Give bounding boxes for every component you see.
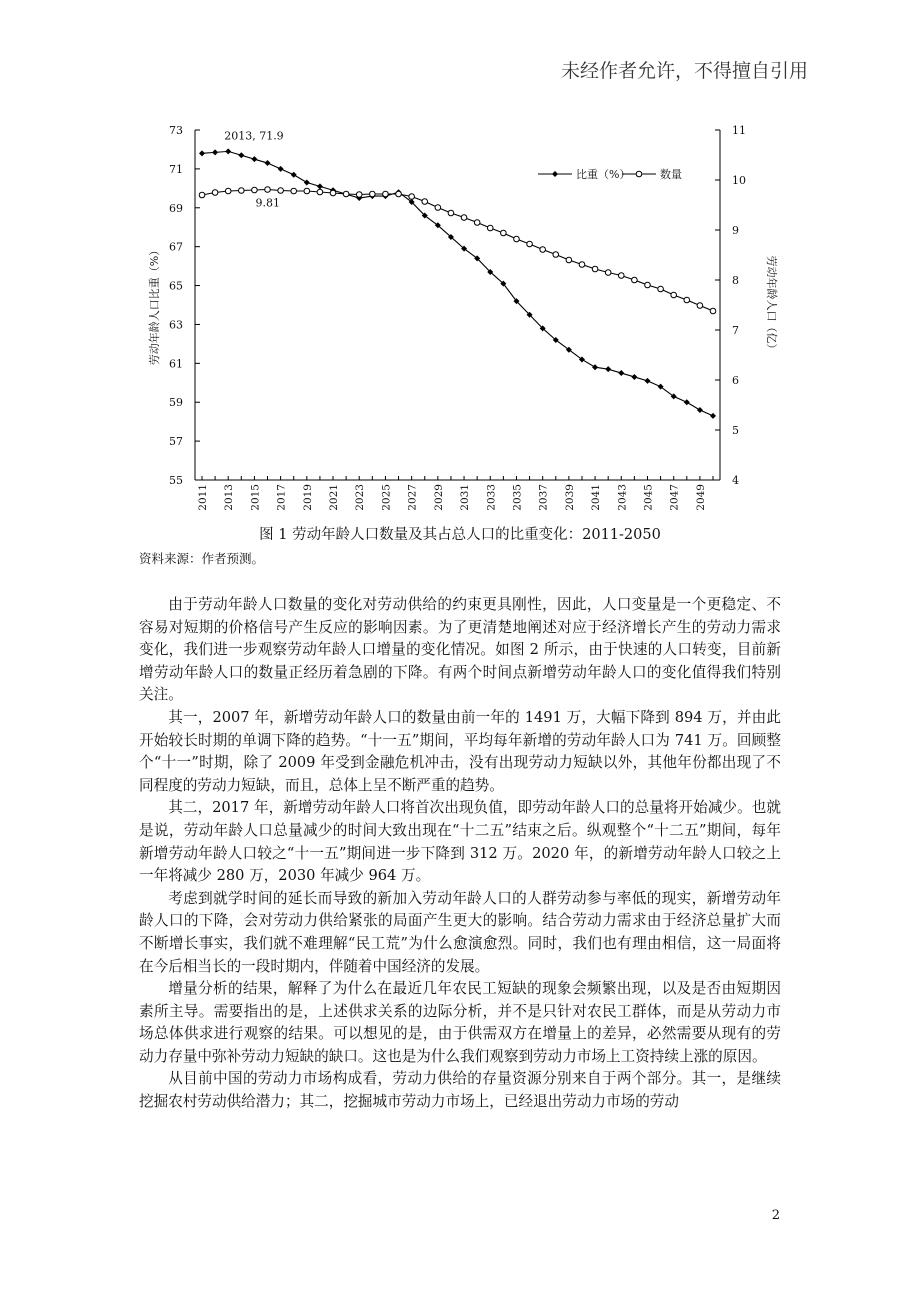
x-tick-label: 2037 xyxy=(537,484,550,511)
annotation-quantity-peak: 9.81 xyxy=(255,196,281,210)
y-left-tick-label: 59 xyxy=(169,396,183,410)
paragraph: 增量分析的结果，解释了为什么在最近几年农民工短缺的现象会频繁出现，以及是否由短期因素所主导。需要指出的是，上述供求关系的边际分析，并不是只针对农民工群体，而是从劳动力市场总体供求进行观察的结果。可以想见的是，由于供需双方在增量上的差异，必然需要从现有的劳动力存量中弥补劳动力短缺的缺口。这也是为什么我们观察到劳动力市场上工资持续上涨的原因。 xyxy=(139,980,781,1065)
quantity-data-point xyxy=(553,252,559,258)
quantity-data-point xyxy=(252,187,258,193)
x-tick-label: 2039 xyxy=(563,484,576,511)
y-left-tick-label: 55 xyxy=(169,474,183,487)
x-tick-label: 2047 xyxy=(668,484,681,511)
quantity-data-point xyxy=(645,282,651,288)
quantity-data-point xyxy=(487,225,493,231)
quantity-data-point xyxy=(212,190,218,196)
x-tick-label: 2033 xyxy=(485,484,498,511)
x-tick-label: 2031 xyxy=(459,484,472,511)
y-left-tick-label: 63 xyxy=(169,318,183,332)
y-left-tick-label: 69 xyxy=(169,201,183,215)
x-tick-label: 2011 xyxy=(197,484,209,511)
quantity-data-point xyxy=(265,187,271,193)
quantity-data-point xyxy=(474,220,480,226)
quantity-data-point xyxy=(501,230,507,236)
y-right-tick-label: 5 xyxy=(732,424,739,437)
chart-axes xyxy=(147,124,779,511)
y-left-tick-label: 61 xyxy=(169,357,183,371)
chart-legend xyxy=(538,167,682,181)
share-data-point xyxy=(605,366,611,372)
y-left-tick-label: 73 xyxy=(169,124,183,137)
y-right-tick-label: 9 xyxy=(732,224,739,237)
quantity-data-point xyxy=(330,190,336,196)
quantity-data-point xyxy=(422,199,428,205)
share-data-point xyxy=(278,166,284,172)
share-data-point xyxy=(238,152,244,158)
y-left-tick-label: 71 xyxy=(169,162,183,176)
quantity-data-point xyxy=(278,188,284,194)
y-right-axis-title: 劳动年龄人口（亿） xyxy=(765,255,778,355)
share-data-point xyxy=(251,156,257,162)
quantity-data-point xyxy=(225,188,231,194)
share-data-point xyxy=(631,374,637,380)
paragraph: 由于劳动年龄人口数量的变化对劳动供给的约束更具刚性，因此，人口变量是一个更稳定、不容易对短期的价格信号产生反应的影响因素。为了更清楚地阐述对应于经济增长产生的劳动力需求变化，我们进一步观察劳动年龄人口增量的变化情况。如图 2 所示，由于快速的人口转变，目前新增劳动年龄人口的数量正经历着急剧的下降。有两个时间点新增劳动年龄人口的变化值得我们特别关注。 xyxy=(139,596,781,704)
share-data-point xyxy=(291,172,297,178)
x-tick-label: 2017 xyxy=(275,484,288,511)
share-data-point xyxy=(592,364,598,370)
paragraph: 考虑到就学时间的延长而导致的新加入劳动年龄人口的人群劳动参与率低的现实，新增劳动年龄人口的下降，会对劳动力供给紧张的局面产生更大的影响。结合劳动力需求由于经济总量扩大而不断增长事实，我们就不难理解“民工荒”为什么愈演愈烈。同时，我们也有理由相信，这一局面将在今后相当长的一段时期内，伴随着中国经济的发展。 xyxy=(139,889,781,975)
quantity-data-point xyxy=(396,191,402,197)
quantity-data-point xyxy=(632,277,638,283)
quantity-data-point xyxy=(592,266,598,272)
labor-population-chart xyxy=(140,118,790,518)
share-data-point xyxy=(304,180,310,186)
quantity-data-point xyxy=(199,192,205,198)
x-tick-label: 2041 xyxy=(590,484,603,511)
share-data-point xyxy=(199,150,205,156)
x-tick-label: 2045 xyxy=(642,484,655,511)
x-tick-label: 2021 xyxy=(328,484,341,511)
x-tick-label: 2019 xyxy=(301,484,314,511)
quantity-data-point xyxy=(435,205,441,211)
figure-source: 资料来源：作者预测。 xyxy=(139,551,265,566)
y-right-tick-label: 6 xyxy=(732,374,739,387)
x-tick-label: 2013 xyxy=(223,484,236,511)
share-data-point xyxy=(265,160,271,166)
y-right-tick-label: 10 xyxy=(732,174,746,187)
legend-share-label: 比重（%） xyxy=(576,168,631,181)
x-tick-label: 2015 xyxy=(249,484,262,511)
paragraph: 其一，2007 年，新增劳动年龄人口的数量由前一年的 1491 万，大幅下降到 894 万，并由此开始较长时期的单调下降的趋势。“十一五”期间，平均每年新增的劳动年龄人口为 741 万。回顾整个“十一”时期，除了 2009 年受到金融危机冲击，没有出现劳动力短缺以外，其他年份都出现了不同程度的劳动力短缺，而且，总体上呈不断严重的趋势。 xyxy=(139,708,781,794)
share-data-point xyxy=(225,148,231,154)
quantity-data-point xyxy=(710,308,716,314)
legend-quantity-marker xyxy=(636,171,642,177)
quantity-data-point xyxy=(697,303,703,309)
quantity-data-point xyxy=(291,188,297,194)
x-tick-label: 2049 xyxy=(694,484,707,511)
y-left-axis-title: 劳动年龄人口比重（%） xyxy=(148,244,161,366)
legend-quantity-label: 数量 xyxy=(660,168,682,181)
share-data-point xyxy=(212,149,218,155)
quantity-data-point xyxy=(671,292,677,298)
quantity-data-point xyxy=(448,210,454,216)
y-left-tick-label: 57 xyxy=(169,435,183,449)
share-data-point xyxy=(644,378,650,384)
share-data-point xyxy=(710,413,716,419)
page-number: 2 xyxy=(771,1208,780,1223)
x-tick-label: 2023 xyxy=(354,484,367,511)
y-left-tick-label: 67 xyxy=(169,240,183,254)
chart-series xyxy=(199,148,716,418)
copyright-notice: 未经作者允许，不得擅自引用 xyxy=(560,60,808,82)
quantity-data-point xyxy=(566,257,572,263)
x-tick-label: 2035 xyxy=(511,484,524,511)
quantity-data-point xyxy=(514,236,520,242)
quantity-data-point xyxy=(239,188,245,194)
quantity-data-point xyxy=(304,188,310,194)
x-tick-label: 2027 xyxy=(406,484,419,511)
quantity-data-point xyxy=(409,194,415,200)
body-text xyxy=(139,594,781,1114)
x-tick-label: 2029 xyxy=(432,484,445,511)
y-right-tick-label: 8 xyxy=(732,274,739,287)
figure-caption: 图 1 劳动年龄人口数量及其占总人口的比重变化：2011-2050 xyxy=(259,527,661,543)
chart-annotations xyxy=(224,129,283,209)
quantity-data-point xyxy=(618,273,624,279)
quantity-data-point xyxy=(343,191,349,197)
share-data-point xyxy=(317,183,323,189)
quantity-data-point xyxy=(317,189,323,195)
paragraph: 其二，2017 年，新增劳动年龄人口将首次出现负值，即劳动年龄人口的总量将开始减少。也就是说，劳动年龄人口总量减少的时间大致出现在“十二五”结束之后。纵观整个“十二五”期间，每年新增劳动年龄人口较之“十一五”期间进一步下降到 312 万。2020 年，的新增劳动年龄人口较之上一年将减少 280 万，2030 年减少 964 万。 xyxy=(139,799,781,885)
annotation-share-peak: 2013, 71.9 xyxy=(224,129,284,143)
y-right-tick-label: 4 xyxy=(732,474,739,487)
quantity-data-point xyxy=(658,286,664,292)
quantity-data-point xyxy=(579,262,585,268)
x-tick-label: 2025 xyxy=(380,484,393,511)
y-right-tick-label: 11 xyxy=(732,124,746,137)
quantity-data-point xyxy=(356,192,362,198)
x-tick-label: 2043 xyxy=(616,484,629,511)
quantity-data-point xyxy=(461,215,467,221)
legend-share-marker xyxy=(552,171,558,177)
y-right-tick-label: 7 xyxy=(732,324,739,337)
paragraph: 从目前中国的劳动力市场构成看，劳动力供给的存量资源分别来自于两个部分。其一，是继续挖掘农村劳动供给潜力；其二，挖掘城市劳动力市场上，已经退出劳动力市场的劳动 xyxy=(139,1070,781,1111)
share-data-point xyxy=(697,407,703,413)
quantity-data-point xyxy=(540,247,546,253)
share-data-point xyxy=(684,399,690,405)
quantity-data-point xyxy=(684,297,690,303)
quantity-data-point xyxy=(370,191,376,197)
quantity-data-point xyxy=(605,270,611,276)
y-left-tick-label: 65 xyxy=(169,279,183,293)
quantity-data-point xyxy=(383,191,389,197)
quantity-data-point xyxy=(527,241,533,247)
share-data-point xyxy=(618,370,624,376)
